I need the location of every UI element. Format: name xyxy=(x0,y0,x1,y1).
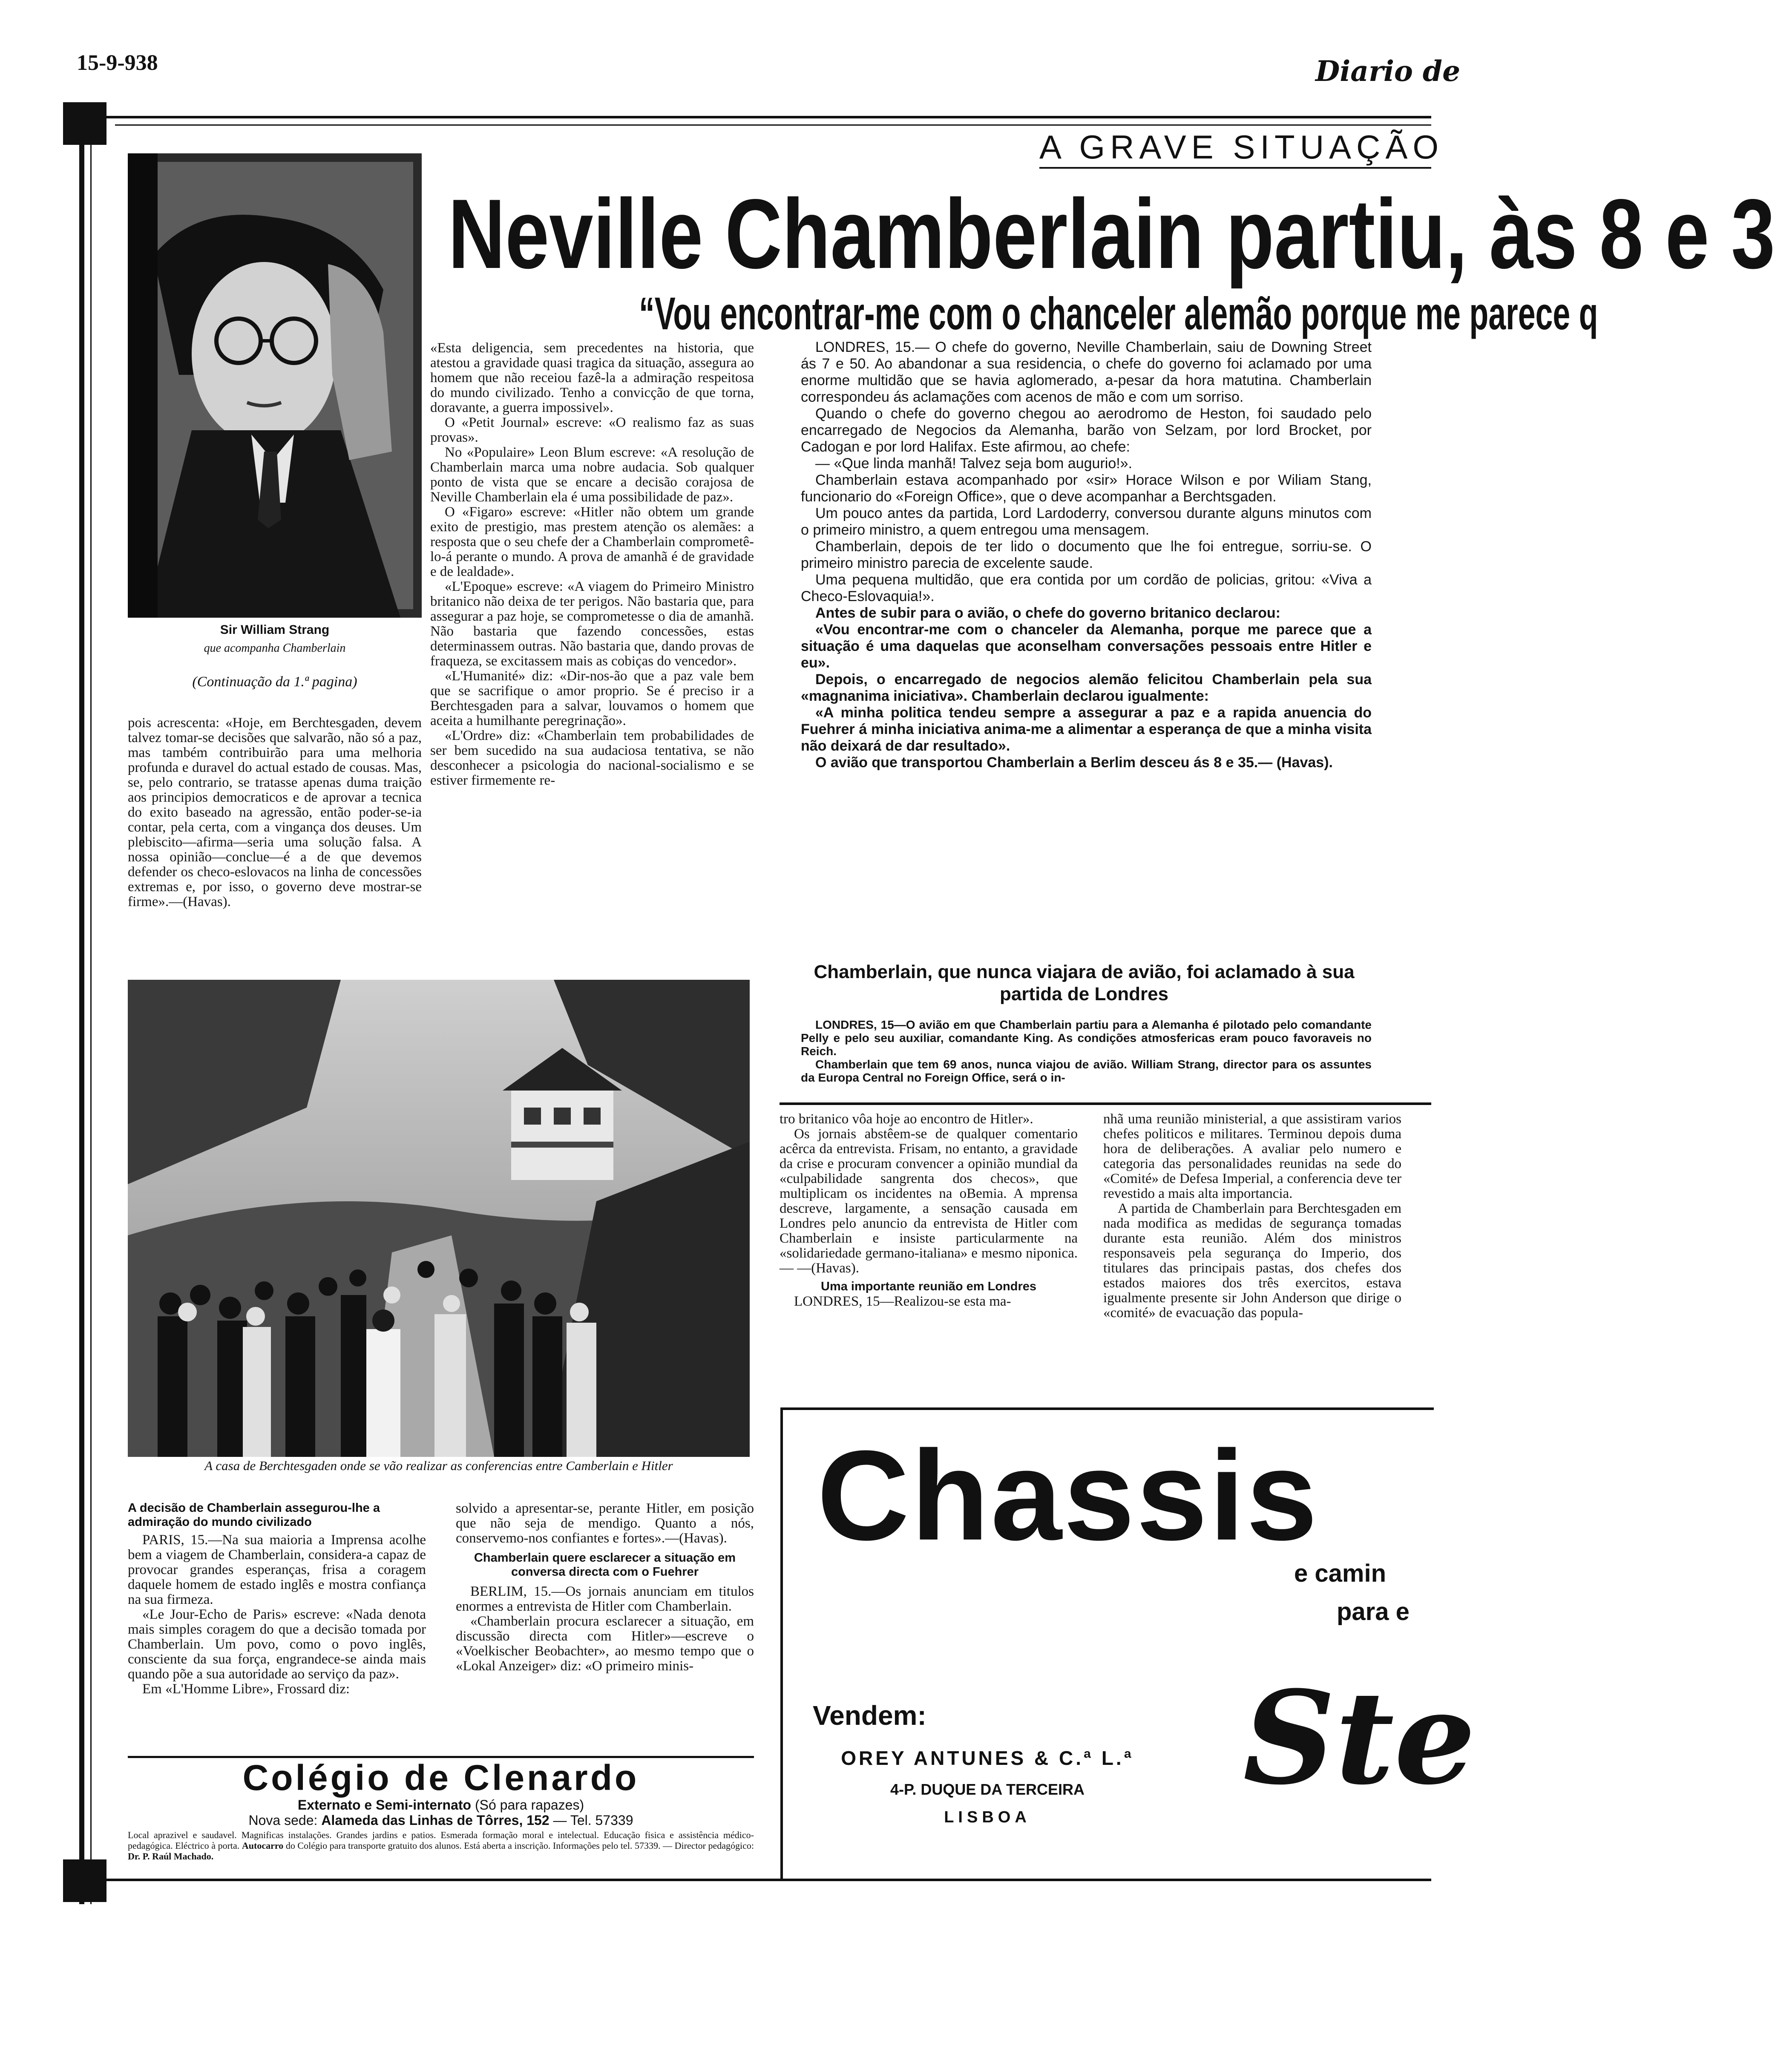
bottom-mid-paragraph: BERLIM, 15.—Os jornais anunciam em titulos enormes a entrevista de Hitler com Chamberlain. xyxy=(456,1584,754,1614)
story2-paragraph: LONDRES, 15—Realizou-se esta ma- xyxy=(794,1294,1011,1309)
story2-lead xyxy=(801,1018,1372,1095)
left-block xyxy=(63,102,106,145)
main-story xyxy=(801,339,1372,953)
brand-logo: Ste xyxy=(1243,1663,1476,1813)
story2-lead-paragraph: Chamberlain que tem 69 anos, nunca viajou de avião. William Strang, director para os assuntes da Europa Central no Foreign Office, será o in- xyxy=(801,1058,1372,1084)
main-story-paragraph: Chamberlain, depois de ter lido o documento que lhe foi entregue, sorriu-se. O primeiro ministro parecia de excelente saude. xyxy=(801,538,1372,571)
dealer-name: OREY ANTUNES & C.ª L.ª xyxy=(841,1747,1134,1769)
dealer-city: LISBOA xyxy=(944,1808,1031,1826)
main-story-bold-paragraph: Depois, o encarregado de negocios alemão felicitou Chamberlain pela sua «magnanima iniciativa». Chamberlain declarou igualmente: xyxy=(801,671,1372,704)
middle-column-text xyxy=(430,341,754,971)
chassis-ad xyxy=(780,1407,1476,1879)
bottom-rule xyxy=(106,1879,1431,1881)
bottom-left-paragraph: Em «L'Homme Libre», Frossard diz: xyxy=(142,1681,350,1697)
subheadline: “Vou encontrar-me com o chanceler alemão porque me parece q xyxy=(639,288,1598,339)
bottom-block xyxy=(63,1859,106,1902)
main-story-paragraph: LONDRES, 15.— O chefe do governo, Neville Chamberlain, saiu de Downing Street ás 7 e 50. Ao abandonar a sua residencia, o chefe do governo foi aclamado por uma enorme multidão que se havia aglomerado, a-pesar da hora matutina. Chamberlain correspondeu ás aclamações com acenos de mão e com um sorriso. xyxy=(801,339,1372,405)
school-type: Externato e Semi-internato xyxy=(297,1797,472,1813)
school-phone: — Tel. 57339 xyxy=(553,1813,633,1828)
story2-heading: Chamberlain, que nunca viajara de avião, foi aclamado à sua partida de Londres xyxy=(814,961,1355,1004)
bottom-mid-heading: Chamberlain quere esclarecer a situação em conversa directa com o Fuehrer xyxy=(474,1551,736,1579)
portrait-photo xyxy=(128,153,422,618)
school-note: (Só para rapazes) xyxy=(475,1797,584,1813)
main-story-paragraph: Um pouco antes da partida, Lord Lardoderry, conversou durante alguns minutos com o primeiro ministro, a quem entregou uma mensagem. xyxy=(801,505,1372,538)
school-line-2 xyxy=(128,1813,754,1828)
photo-caption-sub: que acompanha Chamberlain xyxy=(204,642,346,655)
story2-paragraph: A partida de Chamberlain para Berchtesgaden em nada modifica as medidas de segurança tomadas durante esta reunião. Além dos ministros responsaveis pela segurança do Imperio, dos titulares das principais pastas, dos chefes dos estados maiores dos três exercitos, estava igualmente presente sir John Anderson que dirige o «comité» de evacuação das popula- xyxy=(1103,1201,1401,1321)
main-story-bold-paragraph: O avião que transportou Chamberlain a Berlim desceu ás 8 e 35.— (Havas). xyxy=(815,754,1333,771)
kicker-rule xyxy=(1039,167,1431,169)
berchtesgaden-photo xyxy=(128,980,750,1457)
story2-paragraph: nhã uma reunião ministerial, a que assistiram varios chefes politicos e militares. Terminou depois duma hora de deliberações. A avaliar pelo numero e categoria das personalidades reunidas na sede do «Comité» de Defesa Imperial, a conferencia deve ter revestido a mais alta importancia. xyxy=(1103,1111,1401,1201)
mid-paragraph: «L'Humanité» diz: «Dir-nos-ão que a paz vale bem que se sacrifique o amor proprio. Se é preciso ir a Berchtesgaden para a salvar, louvamos o homem que aceita a humilhante peregrinação». xyxy=(430,668,754,728)
story2-rule xyxy=(780,1102,1431,1105)
mid-paragraph: «L'Ordre» diz: «Chamberlain tem probabilidades de ser bem sucedido na sua audaciosa tentativa, se não desconhecer a psicologia do nacional-socialismo e se estiver firmemente re- xyxy=(430,728,754,788)
mid-paragraph: «L'Epoque» escreve: «A viagem do Primeiro Ministro britanico não deixa de ter perigos. Não bastaria que, para assegurar a paz hoje, se comprometesse o dia de amanhã. Não bastaria que fazendo concessões, estas determinassem outras. Não bastaria que, dando provas de fraqueza, se excitassem mais as cobiças do vencedor». xyxy=(430,579,754,669)
story2-paragraph: tro britanico vôa hoje ao encontro de Hitler». xyxy=(780,1111,1033,1127)
main-story-bold-paragraph: «A minha politica tendeu sempre a assegurar a paz e a rapida anuencia do Fuehrer á minha iniciativa anima-me a alimentar a esperança de que a minha visita não deixará de dar resultado». xyxy=(801,705,1372,754)
bottom-mid-text xyxy=(456,1501,754,1757)
school-small-bold: Autocarro xyxy=(242,1840,284,1851)
school-small-2: do Colégio para transporte gratuito dos alunos. Está aberta a inscrição. Informações pelo tel. 57339. — Director pedagógico: xyxy=(285,1840,754,1851)
dealer-address: 4-P. DUQUE DA TERCEIRA xyxy=(890,1781,1085,1798)
chassis-line-1: e camin xyxy=(1294,1560,1386,1587)
left-column-text xyxy=(128,716,422,967)
main-story-paragraph: — «Que linda manhã! Talvez seja bom augurio!». xyxy=(815,455,1133,472)
school-name: Colégio de Clenardo xyxy=(242,1758,639,1798)
portrait-illustration xyxy=(128,153,422,618)
bottom-left-heading: A decisão de Chamberlain assegurou-lhe a admiração do mundo civilizado xyxy=(128,1501,380,1529)
school-address-label: Nova sede: xyxy=(248,1813,318,1828)
left-column-paragraph: pois acrescenta: «Hoje, em Berchtesgaden, devem talvez tomar-se decisões que salvarão, não só a paz, mas também contribuirão para uma melhoria profunda e duravel do actual estado de cousas. Mas, se, pelo contrario, se tratasse apenas duma traição aos principios democraticos e de aprovar a tecnica do exito baseado na agressão, então poder-se-ia contar, pela certa, com a vingança dos deuses. Um plebiscito—afirma—seria uma solução falsa. A nossa opinião—conclue—é a de que devemos defender os checo-eslovacos na linha de concessões extremas e, por isso, o governo deve mostrar-se firme».—(Havas). xyxy=(128,715,422,909)
top-rule xyxy=(72,116,1431,118)
mid-paragraph: O «Petit Journal» escreve: «O realismo faz as suas provas». xyxy=(430,415,754,445)
crowd-illustration xyxy=(128,980,750,1457)
school-line-1 xyxy=(128,1797,754,1813)
story2-column-1 xyxy=(780,1112,1078,1397)
school-small-1: Local aprazivel e saudavel. Magnificas instalações. Grandes jardins e patios. Esmerada formação moral e intelectual. Educação fisica e assistência médico-pedagógica. Eléctrico à porta. xyxy=(128,1830,754,1851)
bottom-left-paragraph: «Le Jour-Echo de Paris» escreve: «Nada denota mais simples coragem do que a decisão tomada por Chamberlain. Um povo, como o povo inglês, consciente da sua força, engrandece-se ainda mais quando põe a sua autoridade ao serviço da paz». xyxy=(128,1607,426,1682)
main-story-paragraph: Chamberlain estava acompanhado por «sir» Horace Wilson e por Wiliam Stang, funcionario do «Foreign Office», que o deve acompanhar a Berchtsgaden. xyxy=(801,472,1372,505)
bottom-mid-paragraph: «Chamberlain procura esclarecer a situação, em discussão directa com Hitler»—escreve o «Voelkischer Beobachter», ao mesmo tempo que o «Lokal Anzeiger» diz: «O primeiro minis- xyxy=(456,1614,754,1674)
kicker: A GRAVE SITUAÇÃO xyxy=(1039,128,1444,166)
mid-paragraph: O «Figaro» escreve: «Hitler não obtem um grande exito de prestigio, mas prestem atenção os alemães: a resposta que o seu chefe der a Chamberlain comprometê-lo-á perante o mundo. A prova de amanhã é de gravidade e de lealdade». xyxy=(430,504,754,579)
main-story-paragraph: Uma pequena multidão, que era contida por um cordão de policias, gritou: «Viva a Checo-Eslovaquia!». xyxy=(801,572,1372,604)
bottom-left-paragraph: PARIS, 15.—Na sua maioria a Imprensa acolhe bem a viagem de Chamberlain, considera-a capaz de provocar grandes esperanças, frisa a coragem daquele homem de estado inglês e mostra confiança na sua firmeza. xyxy=(128,1532,426,1607)
chassis-big-word: Chassis xyxy=(817,1424,1319,1567)
school-director: Dr. P. Raúl Machado. xyxy=(128,1851,214,1862)
story2-subheading: Uma importante reunião em Londres xyxy=(821,1280,1036,1293)
bottom-mid-paragraph: solvido a apresentar-se, perante Hitler, em posição que não seja de mendigo. Quanto a nós, conservemo-nos confiantes e fortes».—(Havas). xyxy=(456,1501,754,1546)
story2-column-2 xyxy=(1103,1112,1401,1397)
main-story-bold-paragraph: Antes de subir para o avião, o chefe do governo britanico declarou: xyxy=(815,605,1281,621)
school-address: Alameda das Linhas de Tôrres, 152 xyxy=(321,1813,549,1828)
top-rule-thin xyxy=(115,124,1431,126)
main-story-paragraph: Quando o chefe do governo chegou ao aerodromo de Heston, foi saudado pelo encarregado de Negocios da Alemanha, barão von Selzam, por lord Brocket, por Cadogan e por lord Halifax. Este afirmou, ao chefe: xyxy=(801,406,1372,455)
left-vertical-rule-thin xyxy=(90,145,92,1904)
photo-caption-name: Sir William Strang xyxy=(220,623,330,637)
continuation-label: (Continuação da 1.ª pagina) xyxy=(192,674,357,690)
paper-name: Diario de xyxy=(1315,55,1461,88)
school-ad xyxy=(128,1756,754,1873)
story2-lead-paragraph: LONDRES, 15—O avião em que Chamberlain partiu para a Alemanha é pilotado pelo comandante Pelly e pelo seu auxiliar, comandante King. As condições atmosfericas eram pouco favoraveis no Reich. xyxy=(801,1018,1372,1058)
bottom-left-text xyxy=(128,1533,426,1763)
page-date: 15-9-938 xyxy=(77,51,158,75)
main-story-bold-paragraph: «Vou encontrar-me com o chanceler da Alemanha, porque me parece que a situação é uma daquelas que aconselham conversações pessoais entre Hitler e eu». xyxy=(801,622,1372,671)
vendem-label: Vendem: xyxy=(813,1700,926,1731)
mid-paragraph: No «Populaire» Leon Blum escreve: «A resolução de Chamberlain marca uma nobre audacia. Sob qualquer ponto de vista que se encare a decisão corajosa de Neville Chamberlain ela é uma possibilidade de paz». xyxy=(430,445,754,505)
mid-paragraph: «Esta deligencia, sem precedentes na historia, que atestou a gravidade quasi tragica da situação, assegura ao homem que não receiou fazê-la a admiração respeitosa do mundo civilizado. Tenho a convicção de que torna, doravante, a guerra impossivel». xyxy=(430,340,754,415)
school-small-print xyxy=(128,1830,754,1862)
story2-paragraph: Os jornais abstêem-se de qualquer comentario acêrca da entrevista. Frisam, no entanto, a gravidade da crise e procuram convencer a opinião mundial da «culpabilidade sangrenta dos checos», que multiplicam os incidentes na oBemia. A mprensa descreve, largamente, a sensação causada em Londres pelo anuncio da entrevista de Hitler com Chamberlain e insiste particularmente na «solidariedade germano-italiana» e mesmo niponica.— —(Havas). xyxy=(780,1126,1078,1276)
photo2-caption: A casa de Berchtesgaden onde se vão realizar as conferencias entre Camberlain e Hitler xyxy=(204,1458,673,1473)
chassis-line-2: para e xyxy=(1337,1598,1410,1626)
headline: Neville Chamberlain partiu, às 8 e 3 xyxy=(448,179,1775,289)
left-vertical-rule xyxy=(79,145,84,1904)
